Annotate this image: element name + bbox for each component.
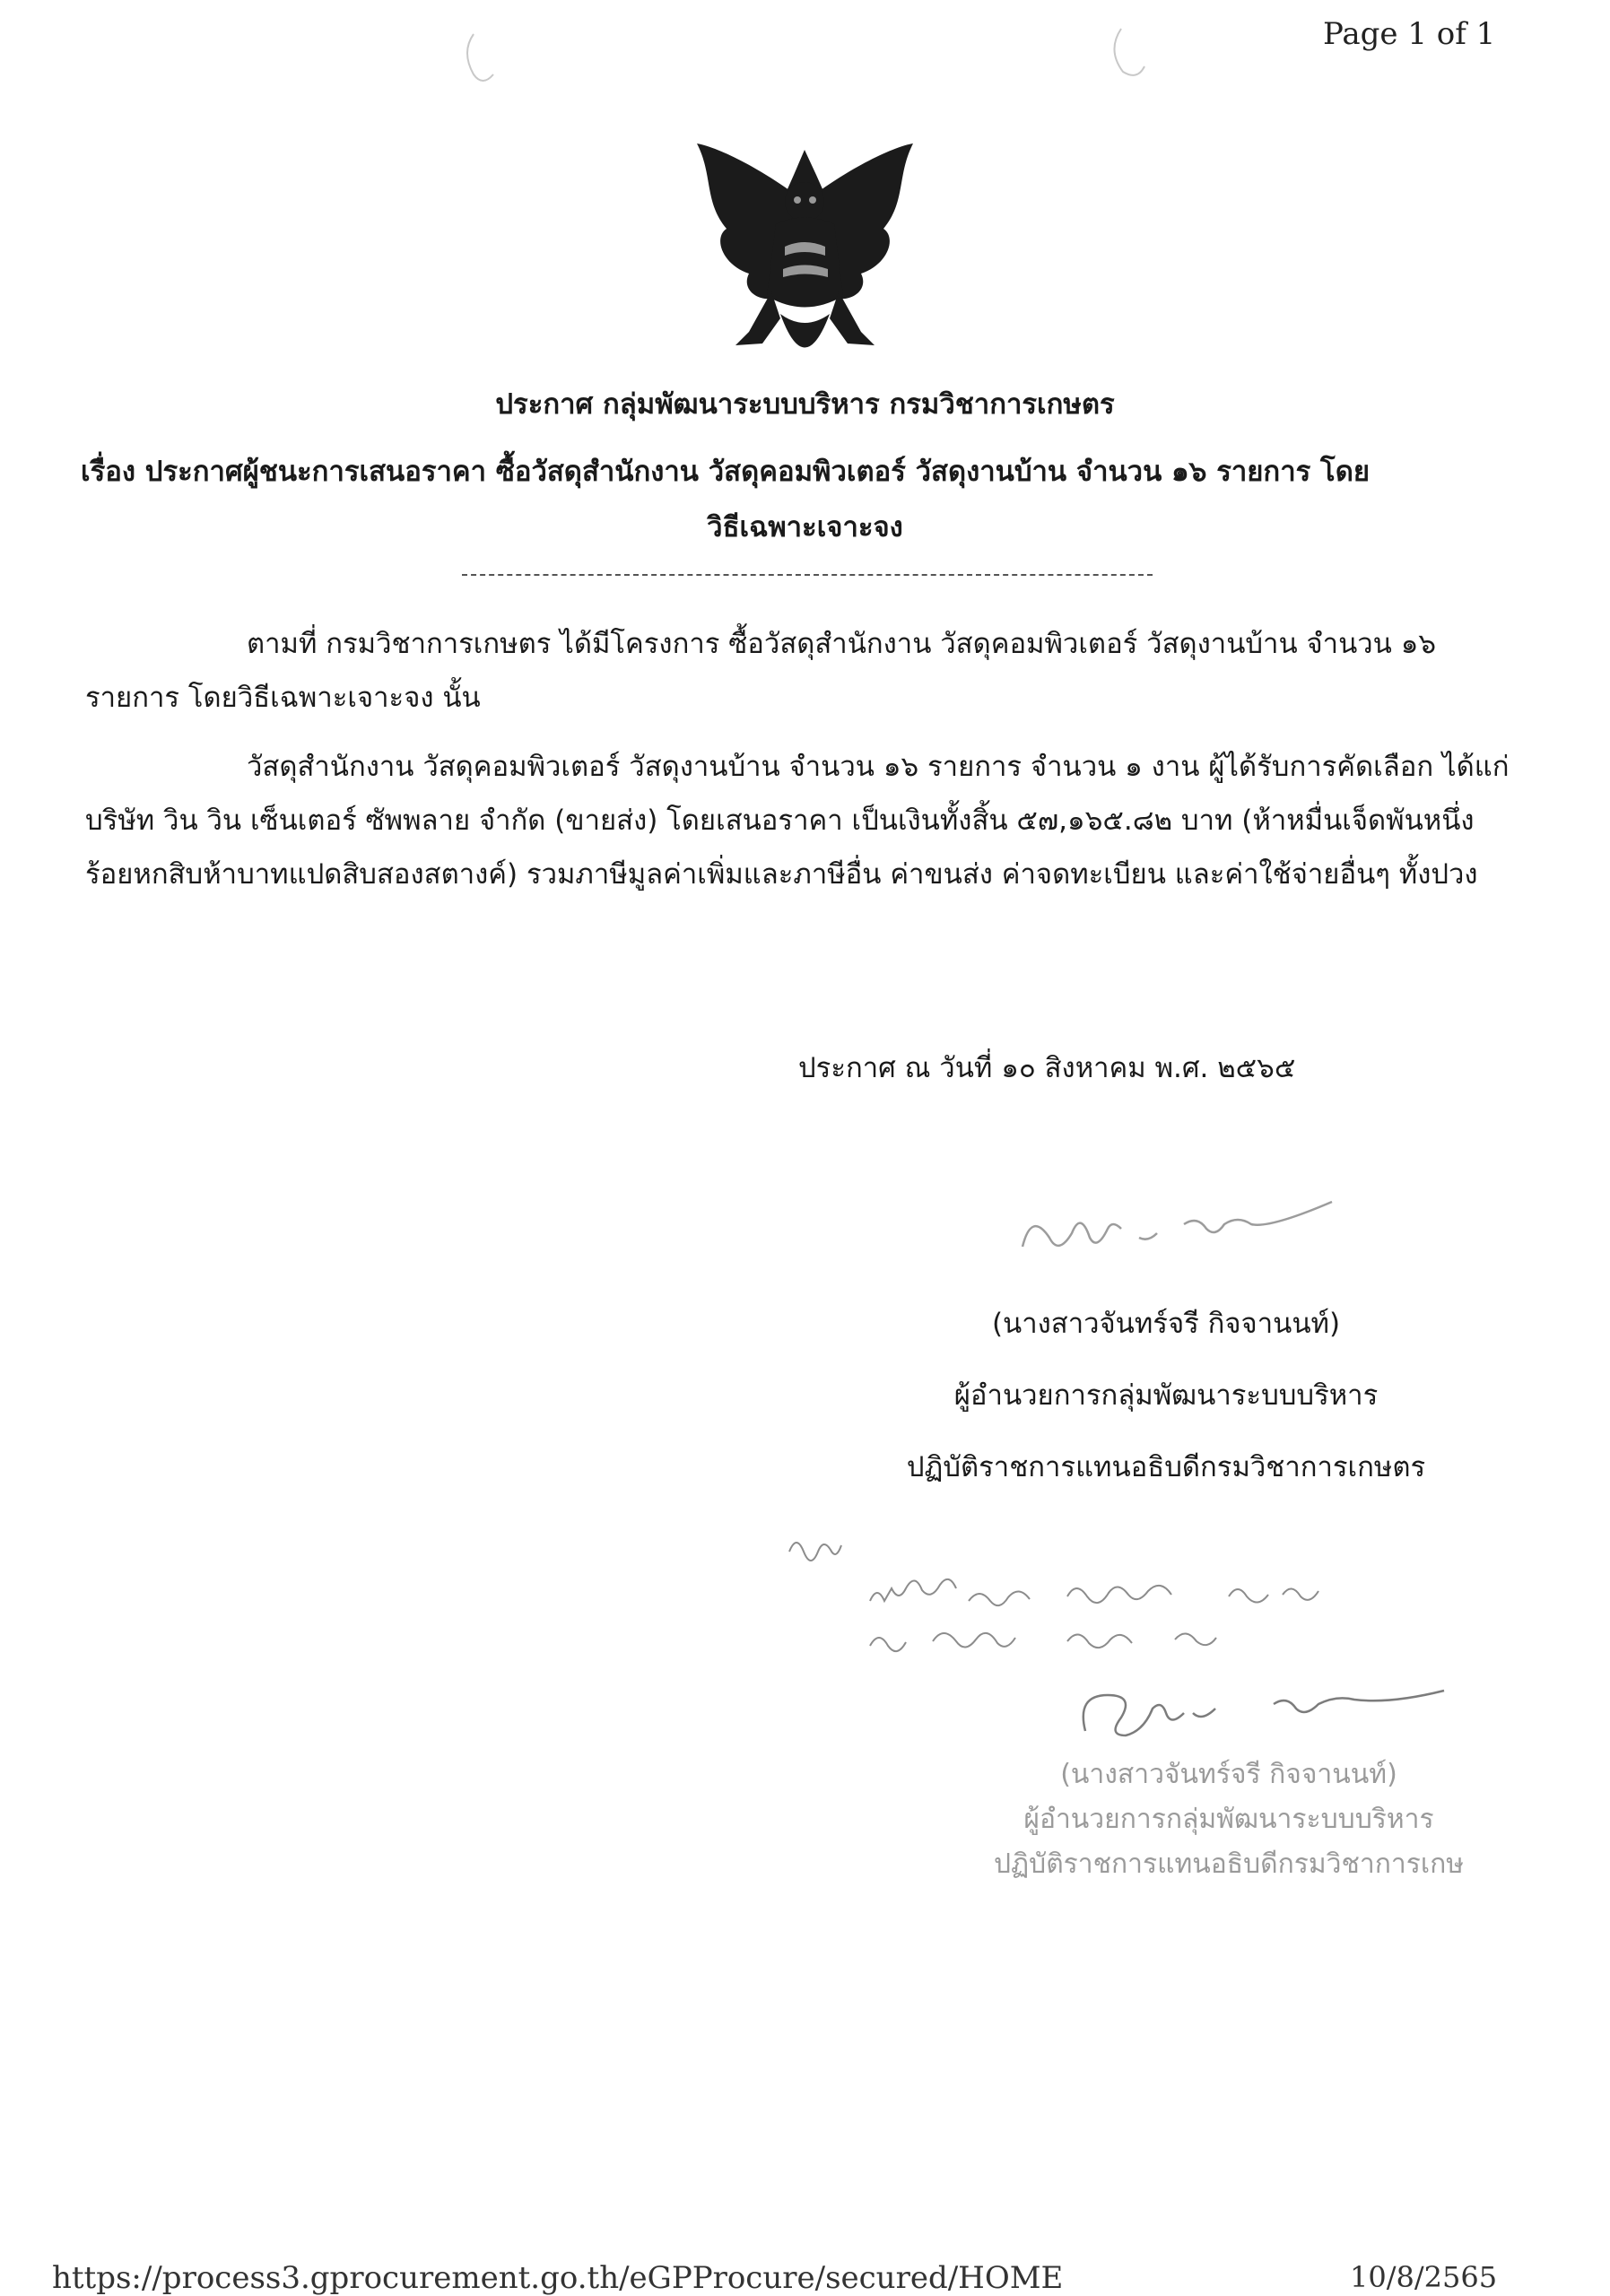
footer-url: https://process3.gprocurement.go.th/eGPProcure/secured/HOME	[52, 2260, 1064, 2296]
separator-line	[462, 574, 1153, 576]
stamp-name: (นางสาวจันทร์จรี กิจจานนท์)	[1060, 1759, 1397, 1790]
signatory-acting: ปฏิบัติราชการแทนอธิบดีกรมวิชาการเกษตร	[906, 1451, 1426, 1483]
page-number: Page 1 of 1	[1323, 16, 1496, 52]
stamp-position: ผู้อำนวยการกลุ่มพัฒนาระบบบริหาร	[1023, 1804, 1434, 1835]
body-paragraph-2: วัสดุสำนักงาน วัสดุคอมพิวเตอร์ วัสดุงานบ้าน จำนวน ๑๖ รายการ จำนวน ๑ งาน ผู้ได้รับการคัดเลือก ได้แก่ บริษัท วิน วิน เซ็นเตอร์ ซัพพลาย จำกัด (ขายส่ง) โดยเสนอราคา เป็นเงินทั้งสิ้น ๕๗,๑๖๕.๘๒ บาท (ห้าหมื่นเจ็ดพันหนึ่งร้อยหกสิบห้าบาทแปดสิบสองสตางค์) รวมภาษีมูลค่าเพิ่มและภาษีอื่น ค่าขนส่ง ค่าจดทะเบียน และค่าใช้จ่ายอื่นๆ ทั้งปวง	[85, 751, 1510, 891]
body-paragraph-1: ตามที่ กรมวิชาการเกษตร ได้มีโครงการ ซื้อวัสดุสำนักงาน วัสดุคอมพิวเตอร์ วัสดุงานบ้าน จำนวน ๑๖ รายการ โดยวิธีเฉพาะเจาะจง นั้น	[85, 628, 1437, 714]
signatory-position: ผู้อำนวยการกลุ่มพัฒนาระบบบริหาร	[953, 1379, 1379, 1412]
footer-date: 10/8/2565	[1350, 2260, 1498, 2294]
declaration-date: ประกาศ ณ วันที่ ๑๐ สิงหาคม พ.ศ. ๒๕๖๕	[798, 1052, 1296, 1084]
garuda-emblem-icon	[686, 139, 924, 381]
signature-icon	[1005, 1184, 1363, 1283]
announcement-subject-continued: วิธีเฉพาะเจาะจง	[707, 511, 903, 544]
handwritten-note-icon	[780, 1516, 1570, 1686]
announcement-heading: ประกาศ กลุ่มพัฒนาระบบบริหาร กรมวิชาการเกษตร	[495, 388, 1115, 421]
stamp-acting: ปฏิบัติราชการแทนอธิบดีกรมวิชาการเกษ	[993, 1848, 1465, 1880]
signatory-name: (นางสาวจันทร์จรี กิจจานนท์)	[991, 1308, 1341, 1340]
announcement-subject: เรื่อง ประกาศผู้ชนะการเสนอราคา ซื้อวัสดุสำนักงาน วัสดุคอมพิวเตอร์ วัสดุงานบ้าน จำนวน ๑๖ รายการ โดย	[81, 456, 1370, 488]
stamp-signature-icon	[1058, 1668, 1471, 1753]
